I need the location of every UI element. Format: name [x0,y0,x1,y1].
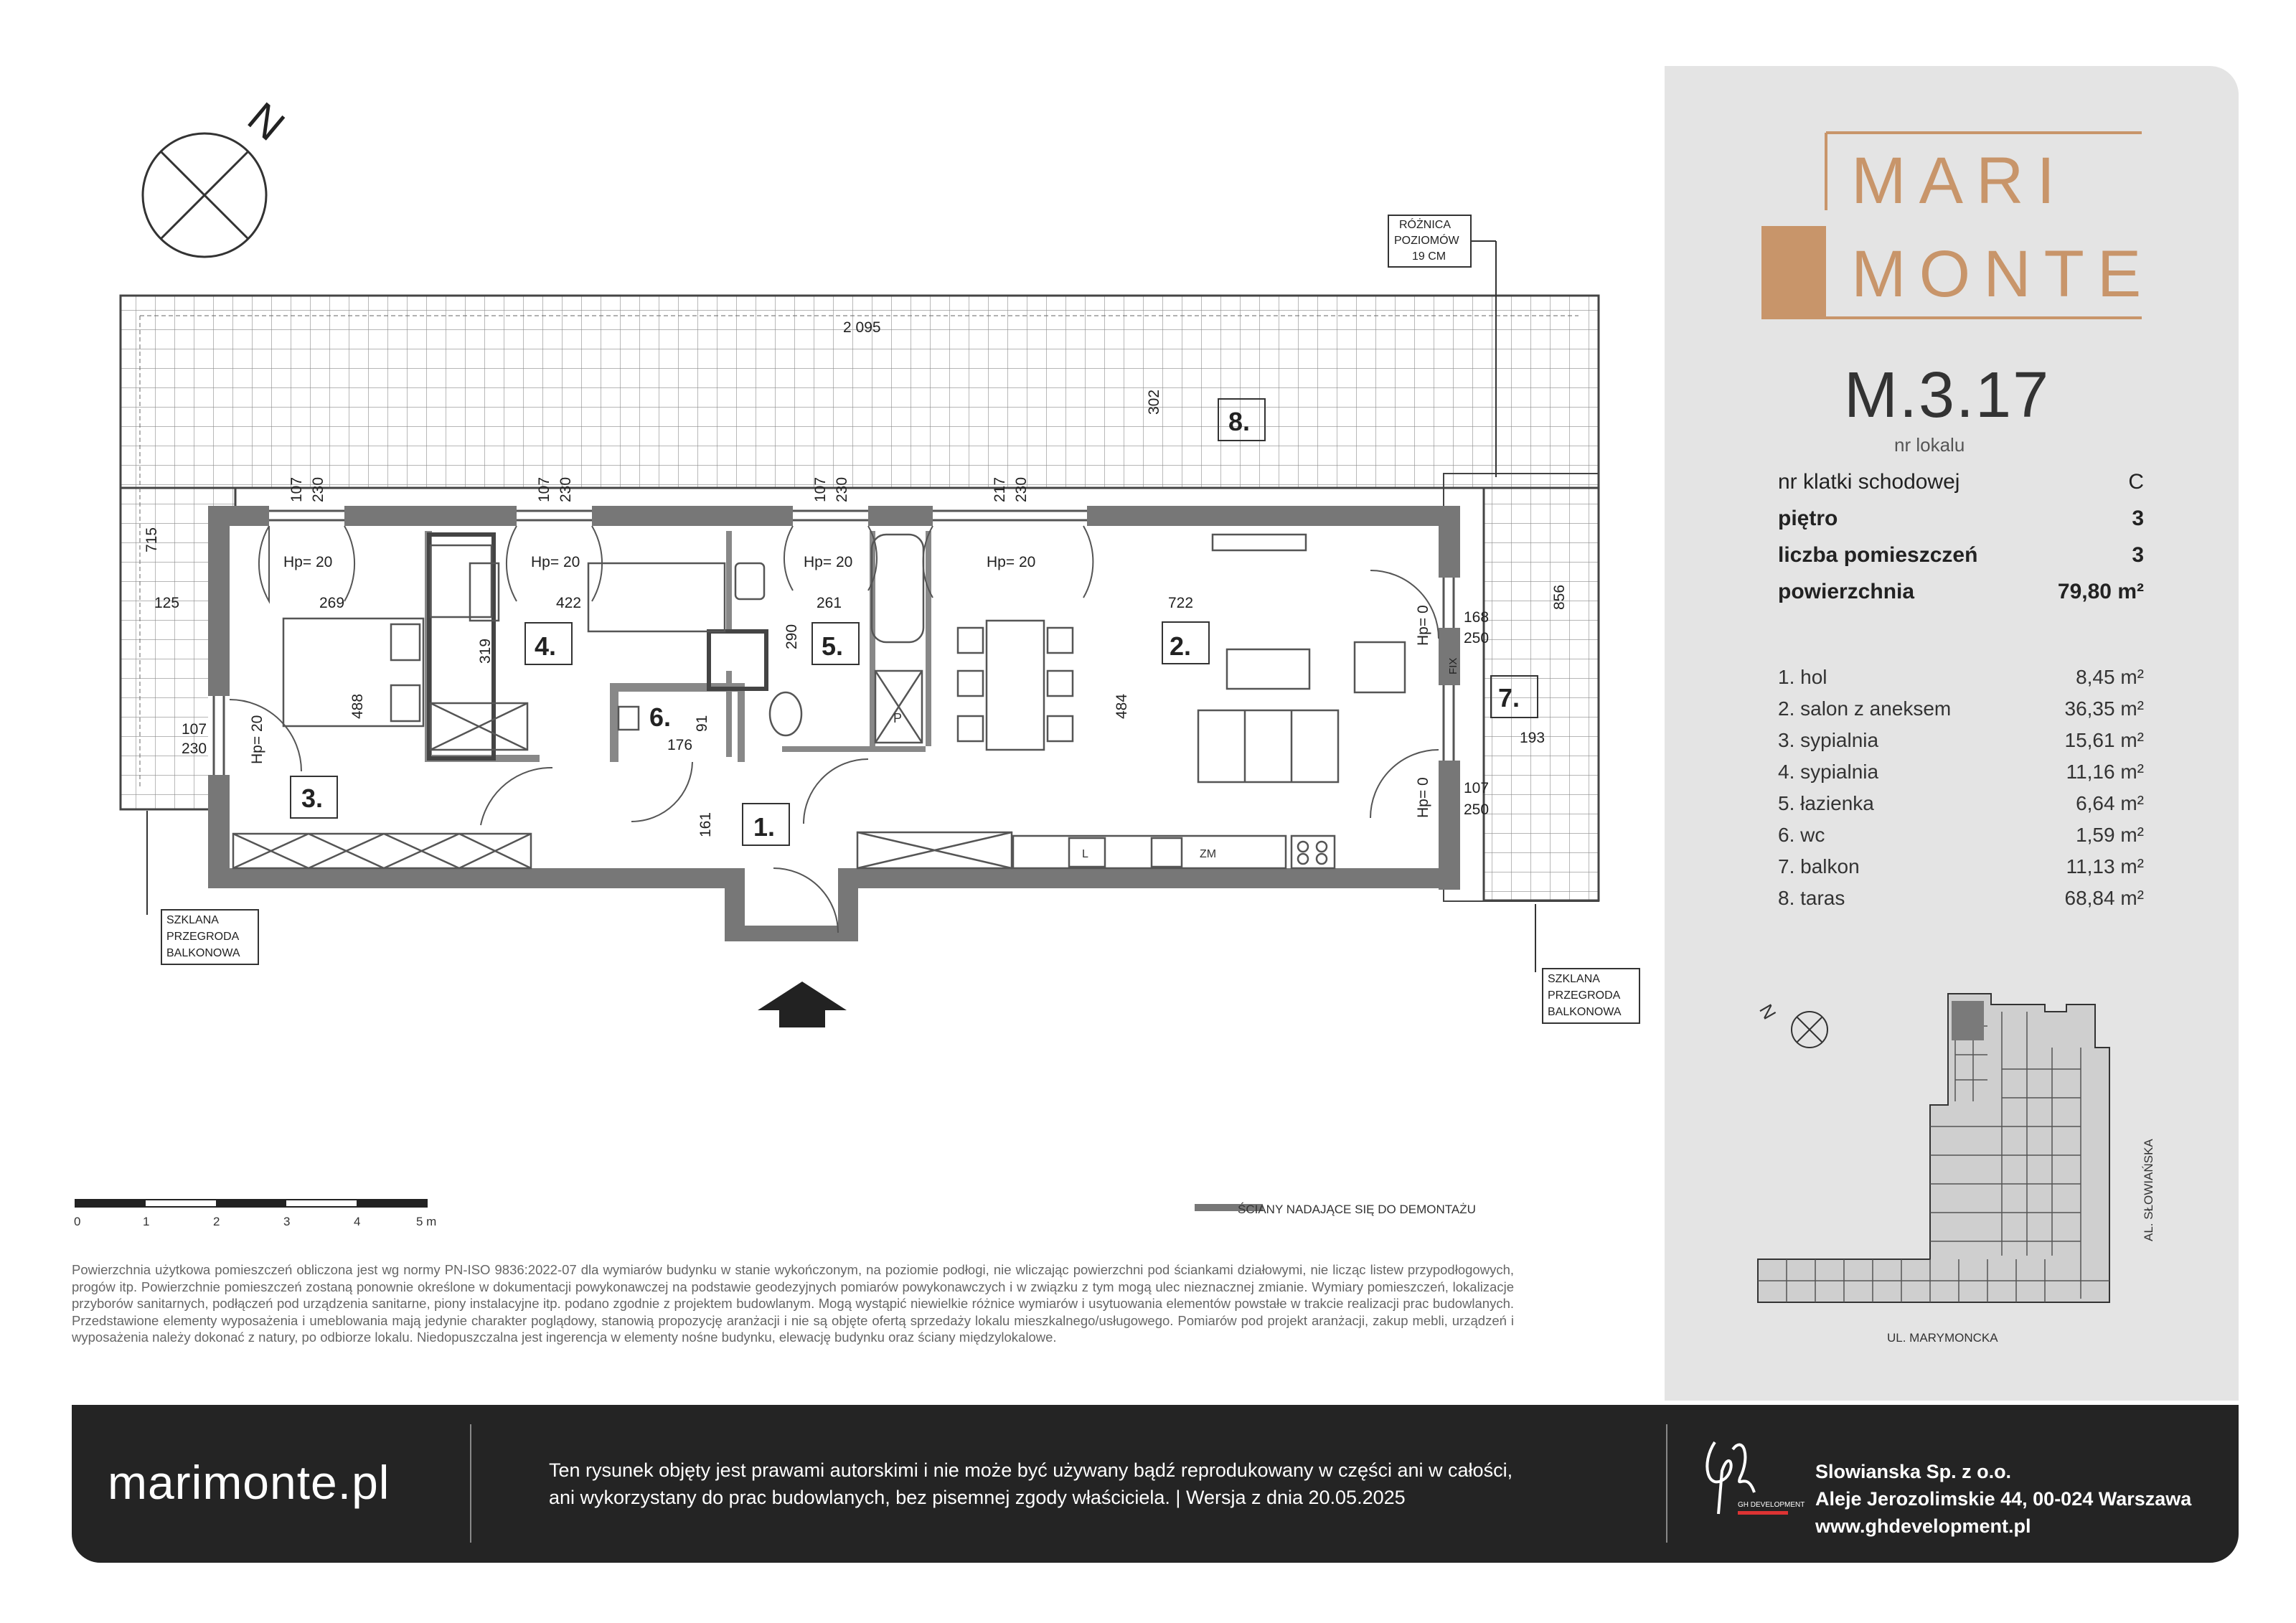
unit-number: M.3.17 [1844,359,2051,431]
dim-484: 484 [1114,693,1130,719]
copyright-text [549,1457,1553,1511]
room-row [1778,855,2144,878]
room-area: 11,13 m² [2066,855,2144,878]
glass-right-3: BALKONOWA [1548,1006,1622,1018]
room-label: 1. hol [1778,666,1827,688]
dim-91: 91 [694,715,710,732]
entrance-arrow-icon [758,982,847,1027]
info-label: liczba pomieszczeń [1778,543,1978,567]
info-label: powierzchnia [1778,580,1915,603]
room-number-8: 8. [1228,407,1251,436]
room-row [1778,666,2144,689]
dim-856: 856 [1551,584,1568,610]
unit-highlight [1952,1001,1984,1040]
scale-tick-1: 1 [143,1215,150,1228]
info-value: 3 [2132,507,2144,530]
scale-tick-4: 4 [354,1215,361,1228]
room-number-2: 2. [1170,631,1192,661]
scale-tick-2: 2 [213,1215,220,1228]
info-label: piętro [1778,507,1838,530]
dim-422: 422 [556,595,582,611]
kitchen-l-label: L [1082,848,1088,860]
hp20-c: Hp= 20 [804,554,853,570]
dim-250-b: 250 [1464,801,1490,818]
company-info [1815,1458,2191,1540]
scale-tick-5: 5 m [416,1215,437,1228]
company-address: Aleje Jerozolimskie 44, 00-024 Warszawa [1815,1488,2192,1510]
room-row [1778,761,2144,784]
room-row [1778,824,2144,847]
room-area: 1,59 m² [2076,824,2144,846]
dim-230-c: 230 [834,476,850,502]
north-label: N [239,93,294,150]
site-compass-icon [1792,1012,1827,1048]
scale-tick-0: 0 [74,1215,81,1228]
dim-715: 715 [144,527,160,552]
scale-bar [74,1200,436,1228]
hp20-a: Hp= 20 [283,554,333,570]
hp20-d: Hp= 20 [987,554,1036,570]
gh-logo-text: GH DEVELOPMENT [1738,1501,1805,1509]
dim-125: 125 [154,595,180,611]
legend-demolition-label: ŚCIANY NADAJĄCE SIĘ DO DEMONTAŻU [1238,1203,1476,1216]
room-label: 5. łazienka [1778,792,1874,814]
info-row-area [1778,580,2144,604]
dim-217: 217 [992,476,1008,502]
info-row-rooms [1778,543,2144,568]
room-label: 8. taras [1778,887,1845,909]
logo-word-mari: MARI [1851,144,2068,217]
info-label: nr klatki schodowej [1778,470,1960,494]
hp0-a: Hp= 0 [1415,605,1431,646]
site-north-label: N [1755,1000,1781,1023]
dim-488: 488 [349,693,366,719]
logo-word-monte: MONTE [1851,237,2155,311]
copyright-line-1: Ten rysunek objęty jest prawami autorskimi i nie może być używany bądź reprodukowany w części ani w całości, [549,1459,1513,1481]
hp20-e: Hp= 20 [249,715,265,764]
room-number-7: 7. [1498,683,1520,712]
glass-right-1: SZKLANA [1548,973,1600,985]
scale-tick-3: 3 [283,1215,291,1228]
room-row [1778,792,2144,815]
info-value: 79,80 m² [2057,580,2144,603]
room-area: 15,61 m² [2064,729,2144,751]
dim-250-a: 250 [1464,630,1490,646]
glass-right-2: PRZEGRODA [1548,989,1621,1002]
room-row [1778,729,2144,752]
dim-107-b: 107 [536,476,552,502]
gh-development-logo [1693,1428,1805,1528]
website-link[interactable]: marimonte.pl [108,1456,390,1509]
dim-176: 176 [667,737,693,753]
room-label: 7. balkon [1778,855,1860,878]
dim-2095: 2 095 [843,319,881,336]
info-row-floor [1778,507,2144,531]
room-area: 36,35 m² [2064,697,2144,720]
glass-left-2: PRZEGRODA [166,931,240,943]
room-area: 68,84 m² [2064,887,2144,909]
dim-230-b: 230 [557,476,574,502]
unit-number-label: nr lokalu [1894,434,1965,456]
dim-107-e: 107 [1464,780,1490,796]
room-area: 6,64 m² [2076,792,2144,814]
bath-p-label: P [893,711,903,725]
dim-168: 168 [1464,609,1490,626]
site-map [1744,983,2174,1385]
north-compass-icon [143,93,293,257]
info-row-staircase [1778,470,2144,494]
dim-193: 193 [1520,730,1545,746]
glass-left-3: BALKONOWA [166,947,240,959]
hp20-b: Hp= 20 [531,554,580,570]
dim-161: 161 [697,812,714,837]
room-area: 8,45 m² [2076,666,2144,688]
company-website[interactable]: www.ghdevelopment.pl [1815,1515,2031,1537]
room-area: 11,16 m² [2066,761,2144,783]
copyright-line-2: ani wykorzystany do prac budowlanych, bez pisemnej zgody właściciela. | Wersja z dnia 20.05.2025 [549,1487,1406,1508]
room-label: 3. sypialnia [1778,729,1879,751]
dim-722: 722 [1168,595,1194,611]
dim-230-e: 230 [182,740,207,757]
room-number-1: 1. [753,812,776,842]
level-note-3: 19 CM [1412,250,1446,263]
dim-261: 261 [817,595,842,611]
dim-269: 269 [319,595,345,611]
dim-302: 302 [1146,389,1162,415]
room-number-6: 6. [649,702,672,732]
glass-note-right [1535,904,1639,1023]
dim-230-d: 230 [1013,476,1030,502]
fix-label: FIX [1447,657,1459,674]
room-number-5: 5. [822,631,844,661]
site-street-1: AL. SŁOWIAŃSKA [2142,1139,2155,1241]
glass-left-1: SZKLANA [166,914,219,926]
level-note-1: RÓŻNICA [1399,219,1451,231]
room-row [1778,887,2144,910]
room-number-4: 4. [535,631,557,661]
company-name: Slowianska Sp. z o.o. [1815,1461,2012,1482]
dim-290: 290 [784,624,800,649]
level-note-2: POZIOMÓW [1394,235,1459,247]
hp0-b: Hp= 0 [1415,777,1431,818]
disclaimer-text: Powierzchnia użytkowa pomieszczeń obliczona jest wg normy PN-ISO 9836:2022-07 dla wymiarów budynku w stanie wykończonym, na poziomie podłogi, nie wliczając powierzchni pod ściankami działowymi, nie licząc listew przypodłogowych, progów itp. Powierzchnie pomieszczeń zostaną ponownie określone w dokumentacji powykonawczej na podstawie geodezyjnych pomiarów powykonawczych i w związku z tym mogą ulec nieznacznej zmianie. Wymiary pomieszczeń, lokalizacje przyborów sanitarnych, podłączeń pod urządzenia sanitarne, piony instalacyjne itp. podano zgodnie z projektem budowlanym. Mogą wystąpić niewielkie różnice wymiarów i usytuowania elementów powstałe w trakcie realizacji prac budowlanych. Przedstawione elementy wyposażenia i umeblowania mają jedynie charakter poglądowy, stanowią propozycję aranżacji i nie są objęte ofertą sprzedaży lokalu mieszkalnego/usługowego. Pomiarów pod projekt aranżacji, zakup mebli, urządzeń i wyposażenia należy dokonać z natury, po odbiorze lokalu. Niedopuszczalna jest ingerencja w elementy nośne budynku, elewację budynku oraz ściany międzylokalowe. [72,1262,1514,1345]
info-value: 3 [2132,543,2144,567]
kitchen-zm-label: ZM [1200,848,1217,860]
info-value: C [2128,470,2144,494]
site-street-2: UL. MARYMONCKA [1887,1331,1998,1345]
room-number-3: 3. [301,784,324,813]
footer-divider [470,1424,471,1543]
dim-107-c: 107 [812,476,829,502]
dim-230-a: 230 [310,476,326,502]
dim-319: 319 [477,638,494,664]
dim-107-a: 107 [288,476,305,502]
room-label: 4. sypialnia [1778,761,1879,783]
footer-divider [1666,1424,1667,1543]
room-label: 2. salon z aneksem [1778,697,1952,720]
dim-107-d: 107 [182,721,207,738]
room-label: 6. wc [1778,824,1825,846]
room-row [1778,697,2144,720]
